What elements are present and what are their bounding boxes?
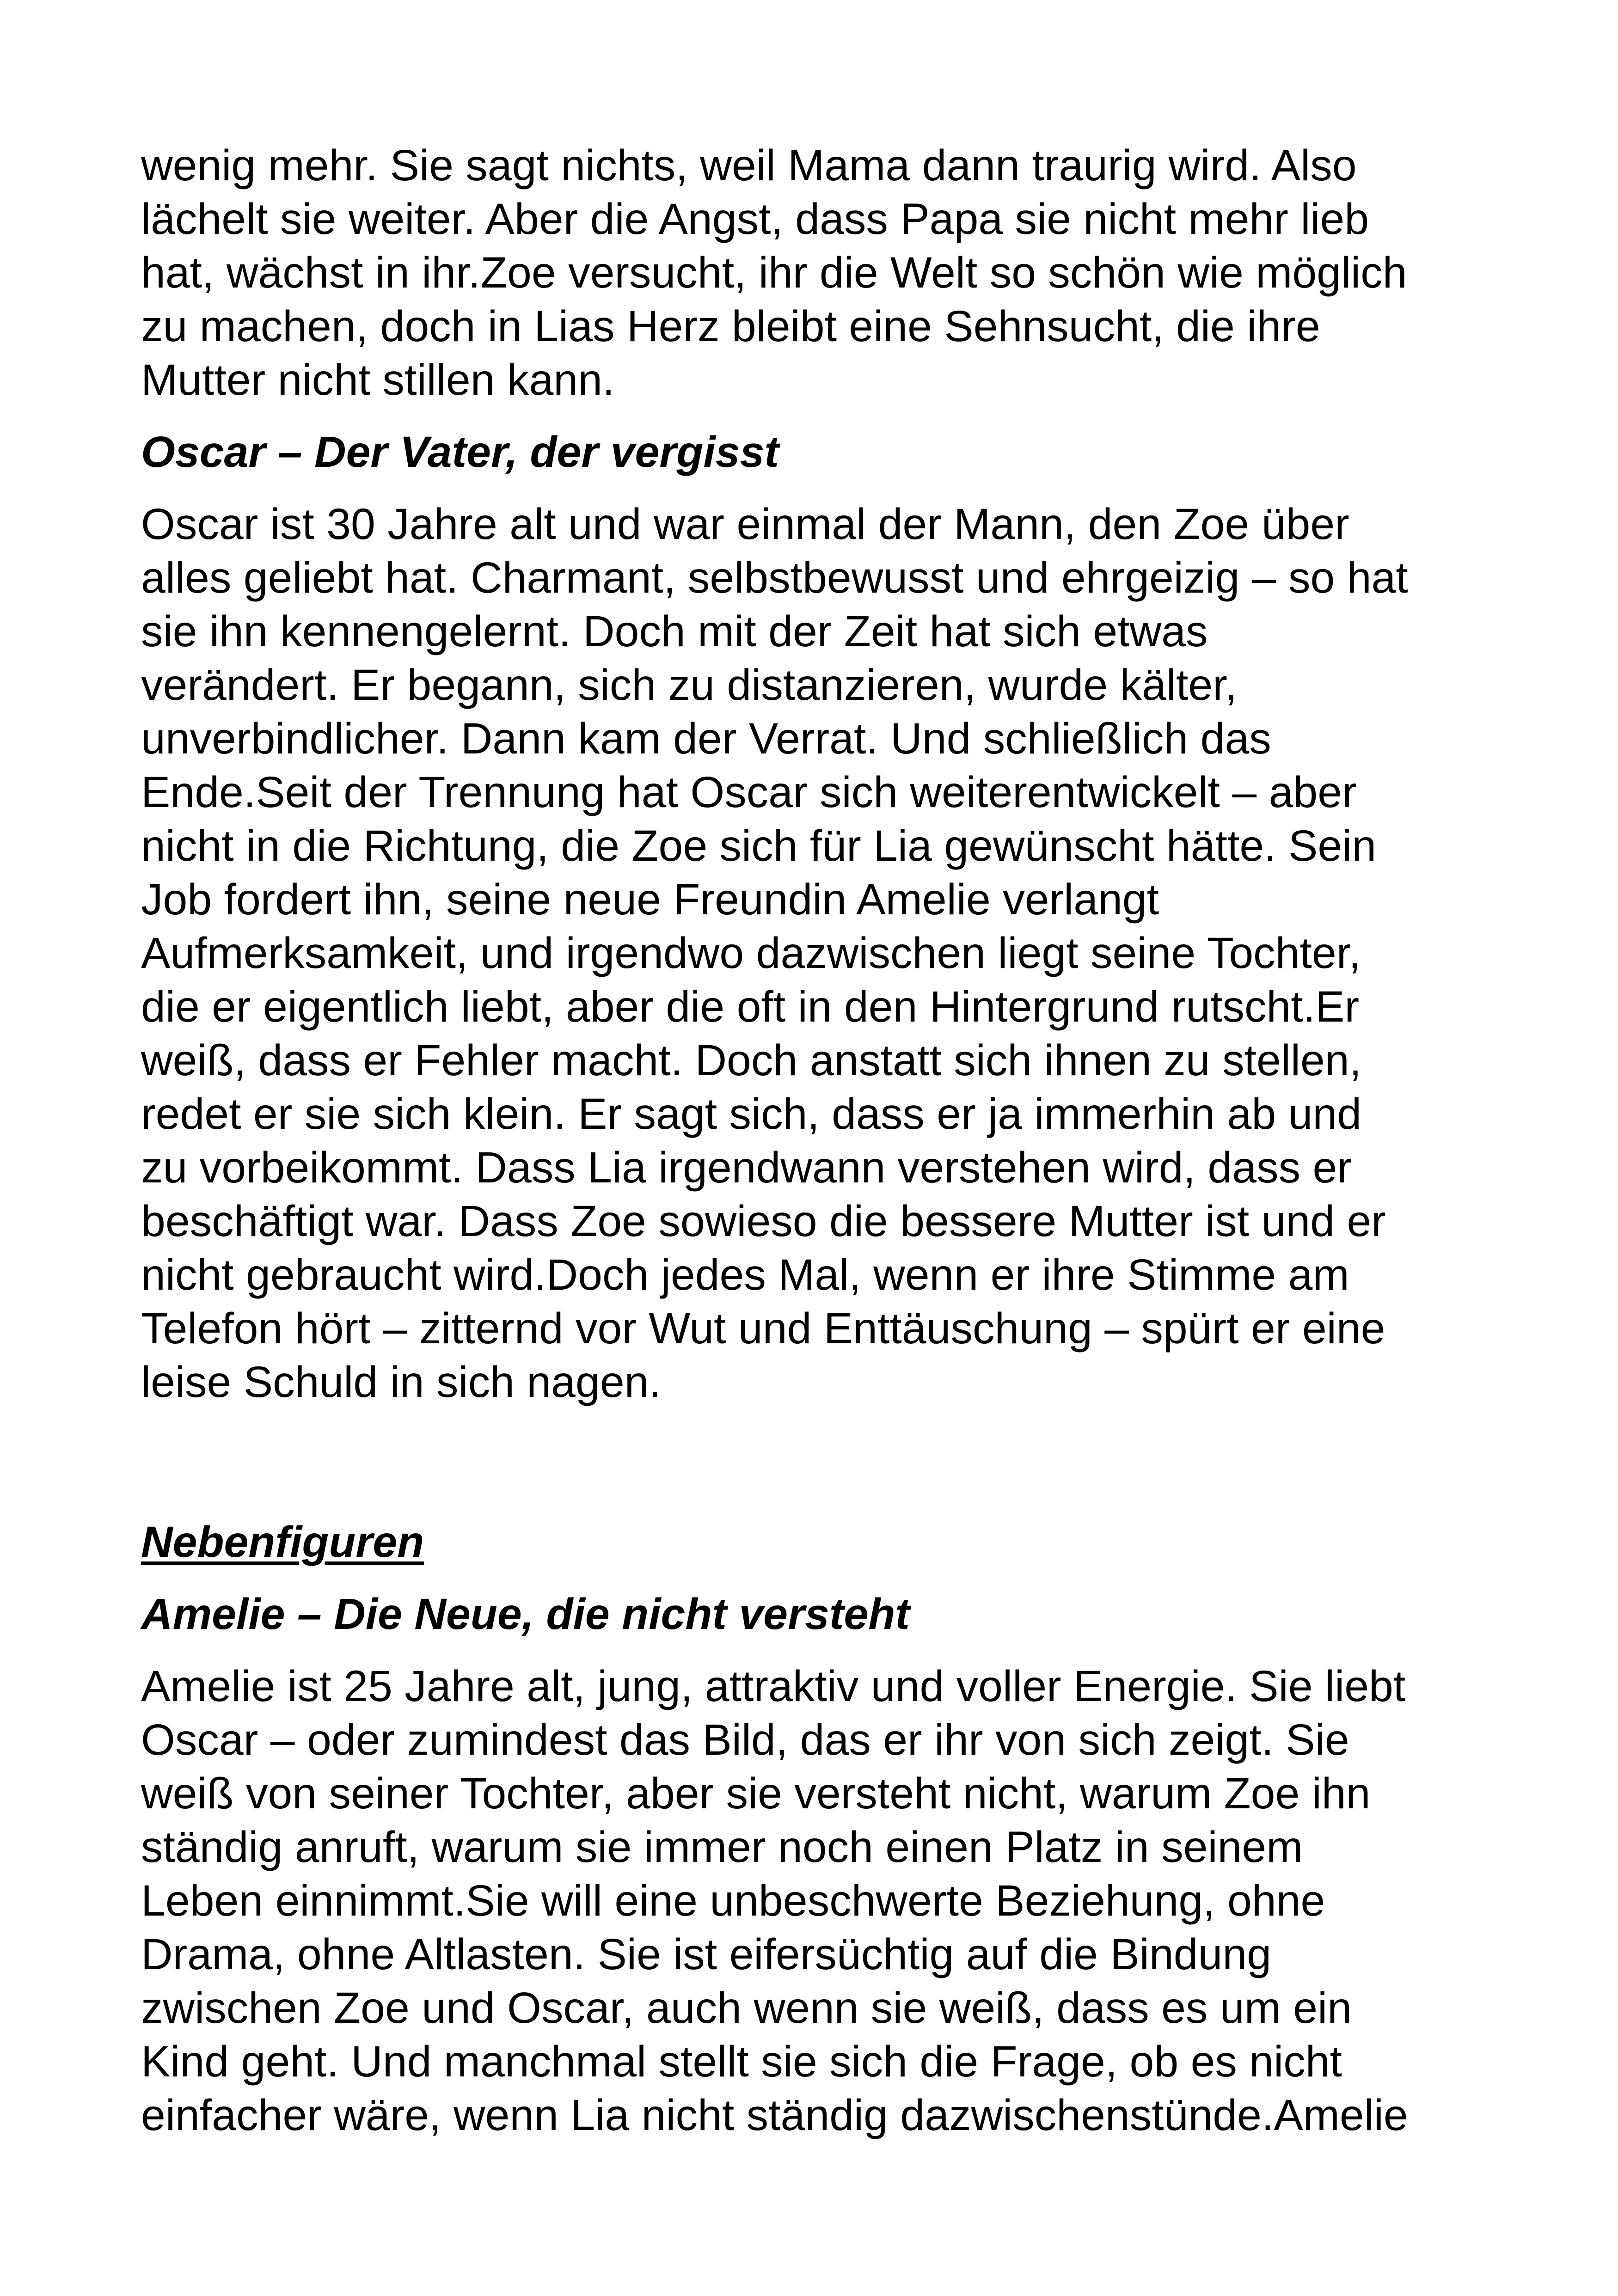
text-line: zwischen Zoe und Oscar, auch wenn sie weiß, dass es um ein: [141, 1984, 1352, 2033]
text-line: weiß, dass er Fehler macht. Doch anstatt sich ihnen zu stellen,: [141, 1036, 1362, 1085]
text-line: Telefon hört – zitternd vor Wut und Enttäuschung – spürt er eine: [141, 1304, 1385, 1353]
text-line: Leben einnimmt.Sie will eine unbeschwerte Beziehung, ohne: [141, 1876, 1325, 1925]
text-line: Oscar ist 30 Jahre alt und war einmal der Mann, den Zoe über: [141, 500, 1349, 549]
oscar-heading: Oscar – Der Vater, der vergisst: [141, 428, 779, 477]
text-line: zu vorbeikommt. Dass Lia irgendwann verstehen wird, dass er: [141, 1143, 1352, 1192]
text-line: sie ihn kennengelernt. Doch mit der Zeit hat sich etwas: [141, 607, 1208, 656]
text-line: die er eigentlich liebt, aber die oft in den Hintergrund rutscht.Er: [141, 982, 1360, 1031]
text-line: Kind geht. Und manchmal stellt sie sich die Frage, ob es nicht: [141, 2037, 1342, 2086]
text-line: Oscar – oder zumindest das Bild, das er ihr von sich zeigt. Sie: [141, 1715, 1349, 1764]
text-line: unverbindlicher. Dann kam der Verrat. Und schließlich das: [141, 714, 1271, 763]
text-line: verändert. Er begann, sich zu distanzieren, wurde kälter,: [141, 661, 1238, 710]
text-line: Mutter nicht stillen kann.: [141, 355, 615, 404]
text-line: ständig anruft, warum sie immer noch einen Platz in seinem: [141, 1823, 1303, 1872]
text-line: alles geliebt hat. Charmant, selbstbewusst und ehrgeizig – so hat: [141, 553, 1408, 602]
amelie-heading: Amelie – Die Neue, die nicht versteht: [141, 1590, 910, 1639]
text-line: Job fordert ihn, seine neue Freundin Amelie verlangt: [141, 875, 1159, 924]
text-line: einfacher wäre, wenn Lia nicht ständig dazwischenstünde.Amelie: [141, 2091, 1408, 2140]
text-line: lächelt sie weiter. Aber die Angst, dass Papa sie nicht mehr lieb: [141, 195, 1369, 244]
text-line: nicht in die Richtung, die Zoe sich für Lia gewünscht hätte. Sein: [141, 821, 1377, 870]
text-line: nicht gebraucht wird.Doch jedes Mal, wenn er ihre Stimme am: [141, 1250, 1349, 1299]
intro-paragraph: [141, 139, 1509, 407]
amelie-paragraph: [141, 1659, 1509, 2142]
text-line: Aufmerksamkeit, und irgendwo dazwischen liegt seine Tochter,: [141, 929, 1361, 978]
document-body: [141, 139, 1509, 2142]
text-line: Amelie ist 25 Jahre alt, jung, attraktiv und voller Energie. Sie liebt: [141, 1662, 1406, 1711]
text-line: redet er sie sich klein. Er sagt sich, dass er ja immerhin ab und: [141, 1090, 1362, 1139]
text-line: weiß von seiner Tochter, aber sie versteht nicht, warum Zoe ihn: [141, 1769, 1371, 1818]
text-line: hat, wächst in ihr.Zoe versucht, ihr die Welt so schön wie möglich: [141, 248, 1407, 297]
text-line: beschäftigt war. Dass Zoe sowieso die bessere Mutter ist und er: [141, 1197, 1386, 1246]
text-line: Ende.Seit der Trennung hat Oscar sich weiterentwickelt – aber: [141, 768, 1357, 817]
text-line: zu machen, doch in Lias Herz bleibt eine Sehnsucht, die ihre: [141, 302, 1320, 351]
nebenfiguren-heading: Nebenfiguren: [141, 1518, 424, 1567]
oscar-paragraph: [141, 497, 1509, 1409]
text-line: wenig mehr. Sie sagt nichts, weil Mama dann traurig wird. Also: [141, 141, 1357, 190]
text-line: Drama, ohne Altlasten. Sie ist eifersüchtig auf die Bindung: [141, 1930, 1272, 1979]
text-line: leise Schuld in sich nagen.: [141, 1358, 661, 1407]
